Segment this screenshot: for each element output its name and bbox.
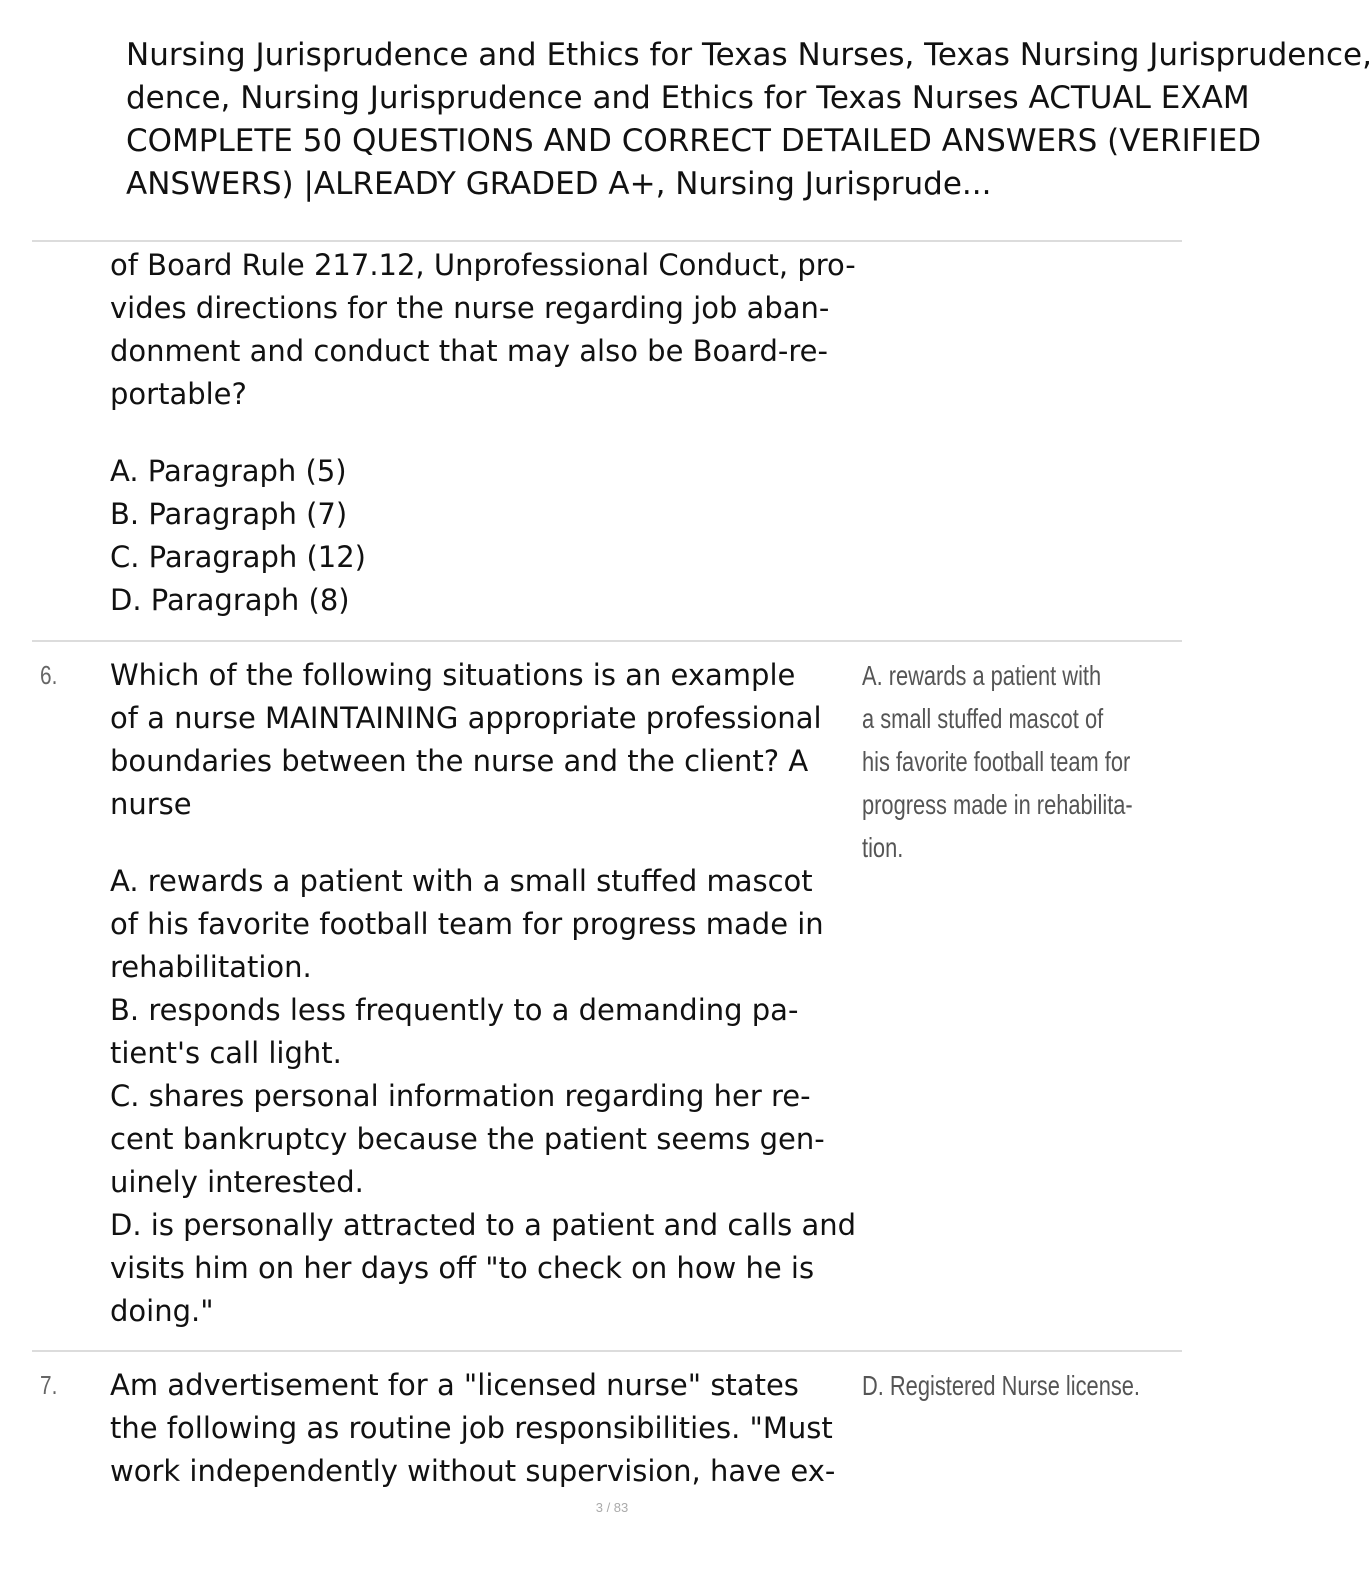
document-title <box>126 34 1372 206</box>
stem-line: Which of the following situations is an example <box>110 658 796 692</box>
stem-line: work independently without supervision, have ex- <box>110 1454 836 1488</box>
stem-line: of Board Rule 217.12, Unprofessional Conduct, pro- <box>110 248 856 282</box>
answer-line: D. Registered Nurse license. <box>862 1370 1140 1401</box>
question-5-options <box>110 450 366 622</box>
stem-line: donment and conduct that may also be Board-re- <box>110 334 828 368</box>
question-6-stem <box>110 654 822 826</box>
stem-line: Am advertisement for a "licensed nurse" states <box>110 1368 799 1402</box>
option-line: visits him on her days off "to check on how he is <box>110 1251 815 1285</box>
stem-line: the following as routine job responsibilities. "Must <box>110 1411 833 1445</box>
question-6-options <box>110 860 856 1333</box>
question-7-stem <box>110 1364 835 1493</box>
stem-line: nurse <box>110 787 192 821</box>
option-line: tient's call light. <box>110 1036 342 1070</box>
option-line: A. rewards a patient with a small stuffed mascot <box>110 864 813 898</box>
title-line: Nursing Jurisprudence and Ethics for Texas Nurses, Texas Nursing Jurisprudence, <box>126 37 1372 73</box>
stem-line: vides directions for the nurse regarding job aban- <box>110 291 830 325</box>
question-number: 6. <box>40 660 58 690</box>
option-b: B. Paragraph (7) <box>110 497 348 531</box>
divider <box>32 640 1182 642</box>
option-line: rehabilitation. <box>110 950 312 984</box>
answer-line: tion. <box>862 832 904 863</box>
divider <box>32 1350 1182 1352</box>
question-6-answer <box>862 654 1133 869</box>
question-number: 7. <box>40 1370 58 1400</box>
option-c: C. Paragraph (12) <box>110 540 366 574</box>
option-line: D. is personally attracted to a patient and calls and <box>110 1208 857 1242</box>
title-line: COMPLETE 50 QUESTIONS AND CORRECT DETAILED ANSWERS (VERIFIED <box>126 123 1262 159</box>
stem-line: portable? <box>110 377 247 411</box>
option-line: cent bankruptcy because the patient seems gen- <box>110 1122 825 1156</box>
option-line: C. shares personal information regarding her re- <box>110 1079 811 1113</box>
page-number: 3 / 83 <box>595 1500 629 1515</box>
option-d: D. Paragraph (8) <box>110 583 350 617</box>
stem-line: of a nurse MAINTAINING appropriate professional <box>110 701 822 735</box>
option-a: A. Paragraph (5) <box>110 454 347 488</box>
question-7-answer <box>862 1364 1140 1407</box>
answer-line: his favorite football team for <box>862 746 1131 777</box>
answer-line: progress made in rehabilita- <box>862 789 1133 820</box>
stem-line: boundaries between the nurse and the client? A <box>110 744 809 778</box>
title-line: dence, Nursing Jurisprudence and Ethics for Texas Nurses ACTUAL EXAM <box>126 80 1250 116</box>
question-5-stem <box>110 244 856 416</box>
divider <box>32 240 1182 242</box>
answer-line: A. rewards a patient with <box>862 660 1102 691</box>
option-line: uinely interested. <box>110 1165 364 1199</box>
title-line: ANSWERS) |ALREADY GRADED A+, Nursing Jurisprude... <box>126 166 992 202</box>
option-line: doing." <box>110 1294 214 1328</box>
option-line: of his favorite football team for progress made in <box>110 907 824 941</box>
option-line: B. responds less frequently to a demanding pa- <box>110 993 799 1027</box>
answer-line: a small stuffed mascot of <box>862 703 1104 734</box>
